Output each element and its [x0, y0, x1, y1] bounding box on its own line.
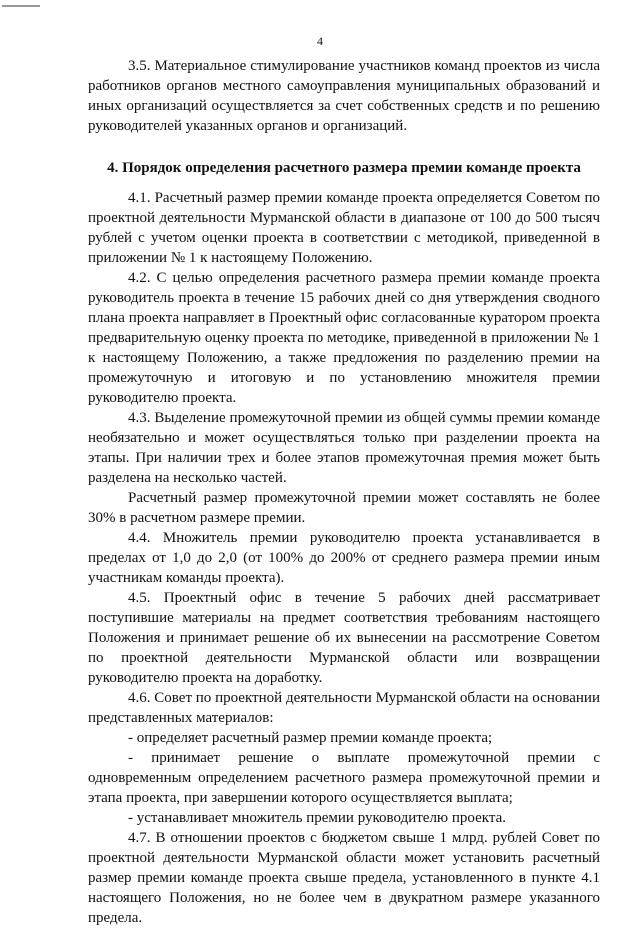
paragraph-4-7: 4.7. В отношении проектов с бюджетом свыше 1 млрд. рублей Совет по проектной деятельности Мурманской области может установить расчетный размер премии команде проекта свыше предела, установленного в пункте 4.1 настоящего Положения, но не более чем в двукратном размере указанного предела.: [88, 830, 600, 926]
list-item: - принимает решение о выплате промежуточной премии с одновременным определением расчетного размера промежуточной премии и этапа проекта, при завершении которого осуществляется выплата;: [88, 750, 600, 806]
paragraph-4-1: 4.1. Расчетный размер премии команде проекта определяется Советом по проектной деятельности Мурманской области в диапазоне от 100 до 500 тысяч рублей с учетом оценки проекта в соответствии с методикой, приведенной в приложении № 1 к настоящему Положению.: [88, 190, 600, 266]
paragraph-4-3-note: Расчетный размер промежуточной премии может составлять не более 30% в расчетном размере премии.: [88, 490, 600, 526]
paragraph-4-5: 4.5. Проектный офис в течение 5 рабочих дней рассматривает поступившие материалы на предмет соответствия требованиям настоящего Положения и принимает решение об их вынесении на рассмотрение Советом по проектной деятельности Мурманской области или возвращении руководителю проекта на доработку.: [88, 590, 600, 686]
document-body: [88, 56, 600, 928]
paragraph-4-3: 4.3. Выделение промежуточной премии из общей суммы премии команде необязательно и может осуществляться только при разделении проекта на этапы. При наличии трех и более этапов промежуточная премия может быть разделена на несколько частей.: [88, 410, 600, 486]
paragraph-4-4: 4.4. Множитель премии руководителю проекта устанавливается в пределах от 1,0 до 2,0 (от 100% до 200% от среднего размера премии иным участникам команды проекта).: [88, 530, 600, 586]
paragraph-4-6: 4.6. Совет по проектной деятельности Мурманской области на основании представленных материалов:: [88, 690, 600, 726]
paragraph-4-2: 4.2. С целью определения расчетного размера премии команде проекта руководитель проекта в течение 15 рабочих дней со дня утверждения сводного плана проекта направляет в Проектный офис согласованные куратором проекта предварительную оценку проекта по методике, приведенной в приложении № 1 к настоящему Положению, а также предложения по разделению премии на промежуточную и итоговую и по установлению множителя премии руководителю проекта.: [88, 270, 600, 406]
list-item: - устанавливает множитель премии руководителю проекта.: [128, 810, 506, 826]
page-number: 4: [317, 34, 323, 48]
list-item: - определяет расчетный размер премии команде проекта;: [128, 730, 493, 746]
paragraph-3-5: 3.5. Материальное стимулирование участников команд проектов из числа работников органов местного самоуправления муниципальных образований и иных организаций осуществляется за счет собственных средств и по решению руководителей указанных органов и организаций.: [88, 58, 600, 134]
scan-corner-mark: [2, 0, 40, 7]
section-heading: 4. Порядок определения расчетного размера премии команде проекта: [107, 160, 581, 176]
